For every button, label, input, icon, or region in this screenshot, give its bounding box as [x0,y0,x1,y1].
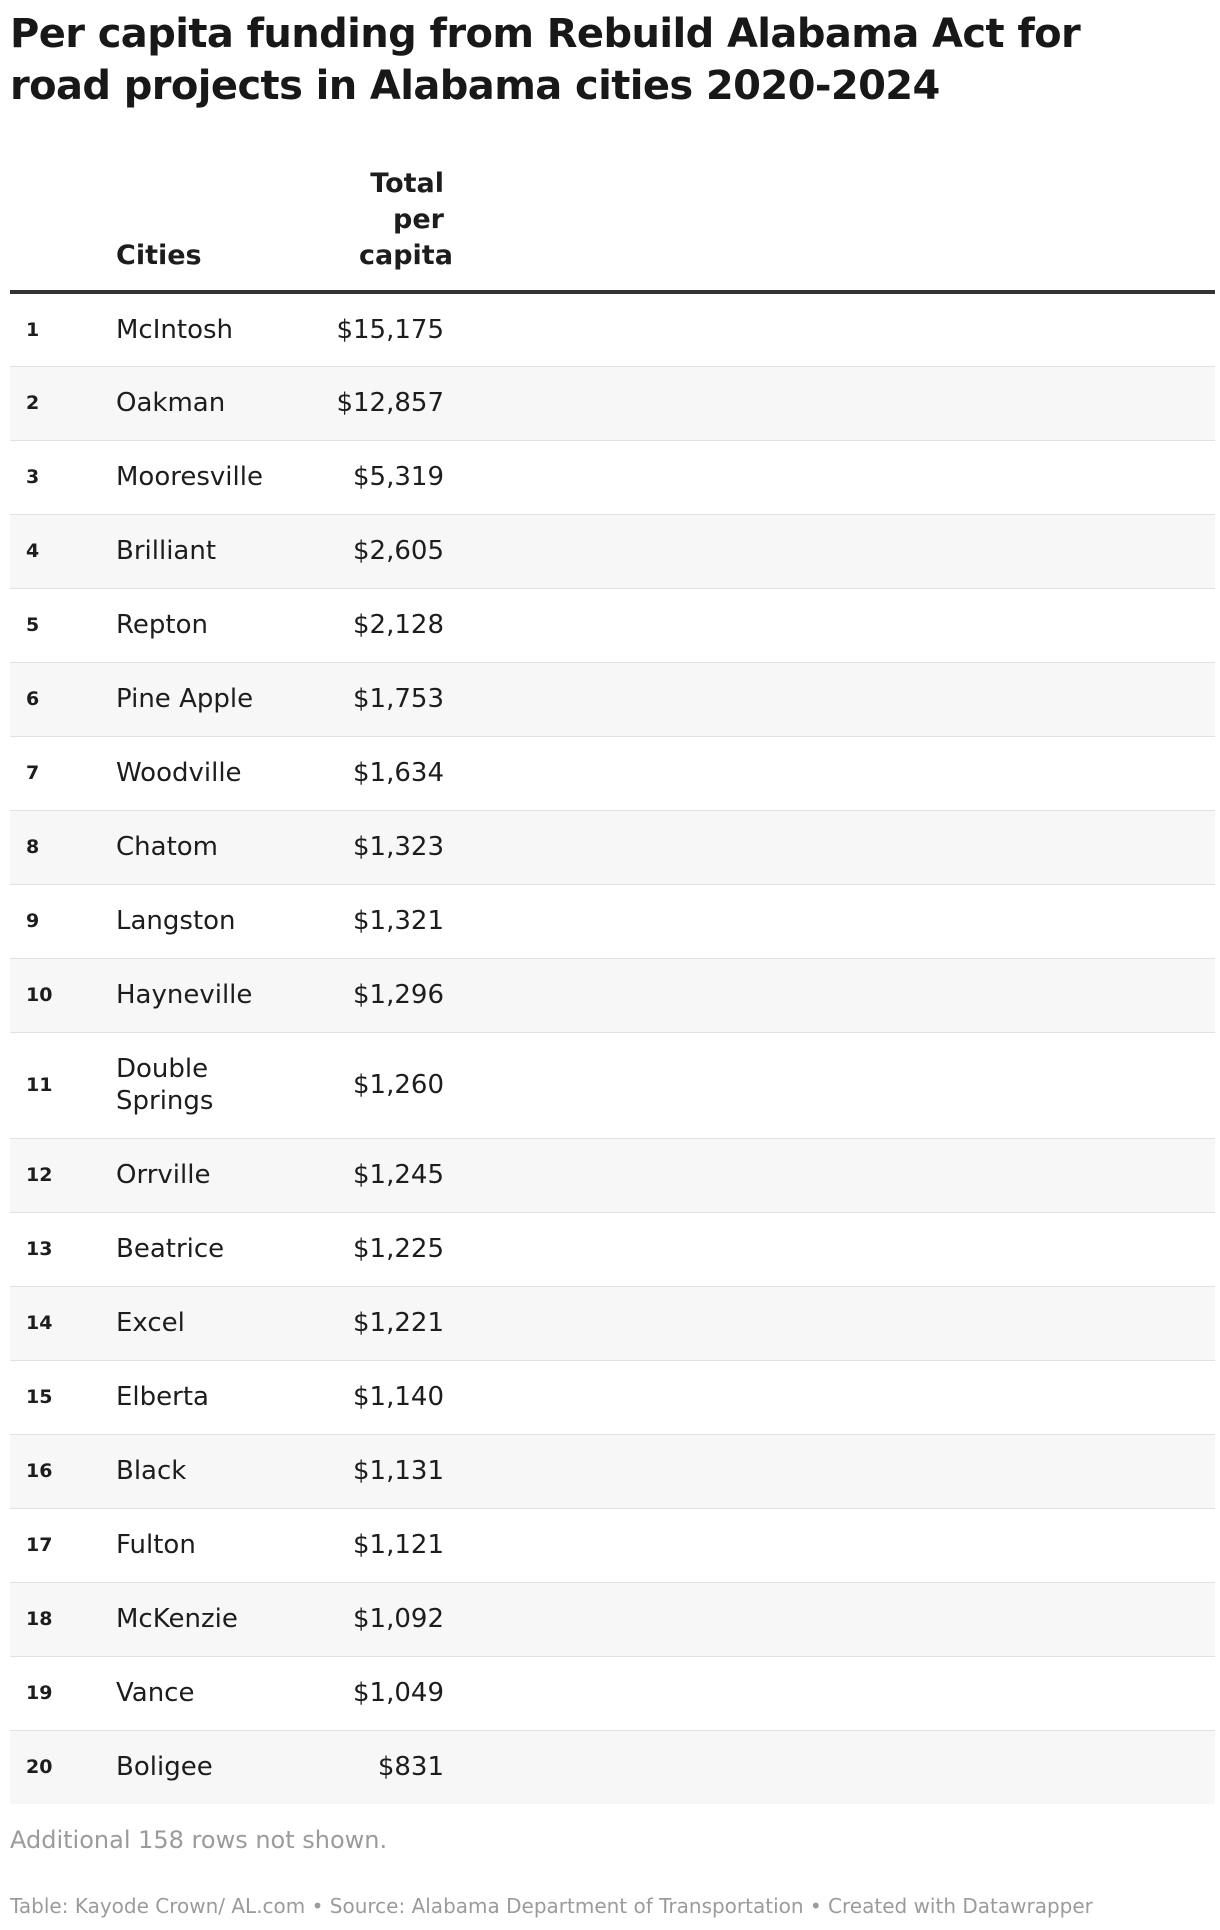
row-total-per-capita: $2,128 [353,610,444,640]
table-row [10,588,1215,662]
row-total-per-capita: $1,260 [353,1070,444,1100]
row-rank: 3 [26,466,40,488]
row-rank: 4 [26,540,40,562]
table-row [10,1286,1215,1360]
row-city: Mooresville [116,462,263,492]
row-spacer [444,1508,1215,1582]
header-cities: Cities [116,166,264,292]
row-spacer [444,1212,1215,1286]
row-spacer [444,736,1215,810]
table-row [10,1360,1215,1434]
row-city: Black [116,1456,187,1486]
table-header-row [10,166,1215,292]
row-spacer [444,440,1215,514]
row-rank: 16 [26,1460,53,1482]
table-body [10,292,1215,1804]
table-row [10,1656,1215,1730]
row-city: Elberta [116,1382,209,1412]
row-spacer [444,1434,1215,1508]
row-spacer [444,588,1215,662]
table-row [10,1582,1215,1656]
row-rank: 12 [26,1164,53,1186]
table-row [10,662,1215,736]
row-spacer [444,1360,1215,1434]
row-city: Brilliant [116,536,217,566]
row-total-per-capita: $1,092 [353,1604,444,1634]
table-row [10,366,1215,440]
chart-container [10,0,1215,1918]
row-rank: 20 [26,1756,53,1779]
row-total-per-capita: $2,605 [353,536,444,566]
row-rank: 19 [26,1682,53,1704]
row-spacer [444,662,1215,736]
table-row [10,440,1215,514]
row-spacer [444,958,1215,1032]
table-row [10,810,1215,884]
row-total-per-capita: $1,049 [353,1678,444,1708]
table-row [10,1434,1215,1508]
data-table [10,166,1215,1804]
row-total-per-capita: $1,245 [353,1160,444,1190]
table-row [10,1730,1215,1804]
row-total-per-capita: $1,221 [353,1308,444,1338]
row-city: McKenzie [116,1604,238,1634]
row-total-per-capita: $1,323 [353,832,444,862]
row-rank: 14 [26,1312,53,1334]
row-rank: 10 [26,984,53,1006]
table-row [10,292,1215,366]
row-rank: 15 [26,1386,53,1408]
row-total-per-capita: $1,634 [353,758,444,788]
row-city: Hayneville [116,980,253,1010]
rows-not-shown-note: Additional 158 rows not shown. [10,1826,388,1854]
table-row [10,1212,1215,1286]
row-rank: 18 [26,1608,53,1630]
row-rank: 7 [26,762,40,784]
row-city: Excel [116,1308,185,1338]
row-spacer [444,1286,1215,1360]
row-total-per-capita: $1,131 [353,1456,444,1486]
row-spacer [444,1138,1215,1212]
row-spacer [444,1032,1215,1138]
row-city: Vance [116,1678,195,1708]
row-total-per-capita: $1,140 [353,1382,444,1412]
row-rank: 11 [26,1074,53,1096]
row-spacer [444,810,1215,884]
header-total-per-capita[interactable]: Total per capita [264,166,444,292]
row-city: Repton [116,610,208,640]
row-total-per-capita: $1,296 [353,980,444,1010]
row-total-per-capita: $831 [377,1752,444,1783]
row-city: Langston [116,906,236,936]
header-rank [10,166,116,292]
row-city: Fulton [116,1530,196,1560]
row-total-per-capita: $1,753 [353,684,444,714]
row-total-per-capita: $5,319 [353,462,444,492]
row-total-per-capita: $1,121 [353,1530,444,1560]
row-rank: 13 [26,1238,53,1260]
row-spacer [444,366,1215,440]
row-total-per-capita: $1,225 [353,1234,444,1264]
row-spacer [444,292,1215,366]
row-city: Chatom [116,832,218,862]
row-city: Oakman [116,388,226,418]
table-row [10,1138,1215,1212]
row-city: Woodville [116,758,242,788]
chart-footer: Table: Kayode Crown/ AL.com • Source: Alabama Department of Transportation • Created with Datawrapper [10,1894,1093,1918]
row-city: Orrville [116,1160,211,1190]
table-row [10,1032,1215,1138]
row-spacer [444,1730,1215,1804]
table-row [10,1508,1215,1582]
table-row [10,884,1215,958]
row-total-per-capita: $15,175 [336,314,444,345]
row-spacer [444,884,1215,958]
row-spacer [444,1656,1215,1730]
table-row [10,514,1215,588]
row-city: Boligee [116,1752,213,1783]
row-rank: 5 [26,614,40,636]
chart-title: Per capita funding from Rebuild Alabama Act for road projects in Alabama cities 2020-2024 [10,11,1081,109]
table-row [10,958,1215,1032]
row-rank: 17 [26,1534,53,1556]
row-rank: 6 [26,688,40,710]
row-rank: 9 [26,910,40,932]
row-total-per-capita: $12,857 [336,388,444,418]
row-city: Beatrice [116,1234,225,1264]
row-rank: 8 [26,836,40,858]
row-city: Pine Apple [116,684,254,714]
row-city: Double Springs [116,1054,214,1116]
table-row [10,736,1215,810]
row-total-per-capita: $1,321 [353,906,444,936]
header-spacer [444,166,1215,292]
row-rank: 2 [26,392,40,414]
row-spacer [444,1582,1215,1656]
row-city: McIntosh [116,314,233,345]
row-rank: 1 [26,318,40,341]
row-spacer [444,514,1215,588]
